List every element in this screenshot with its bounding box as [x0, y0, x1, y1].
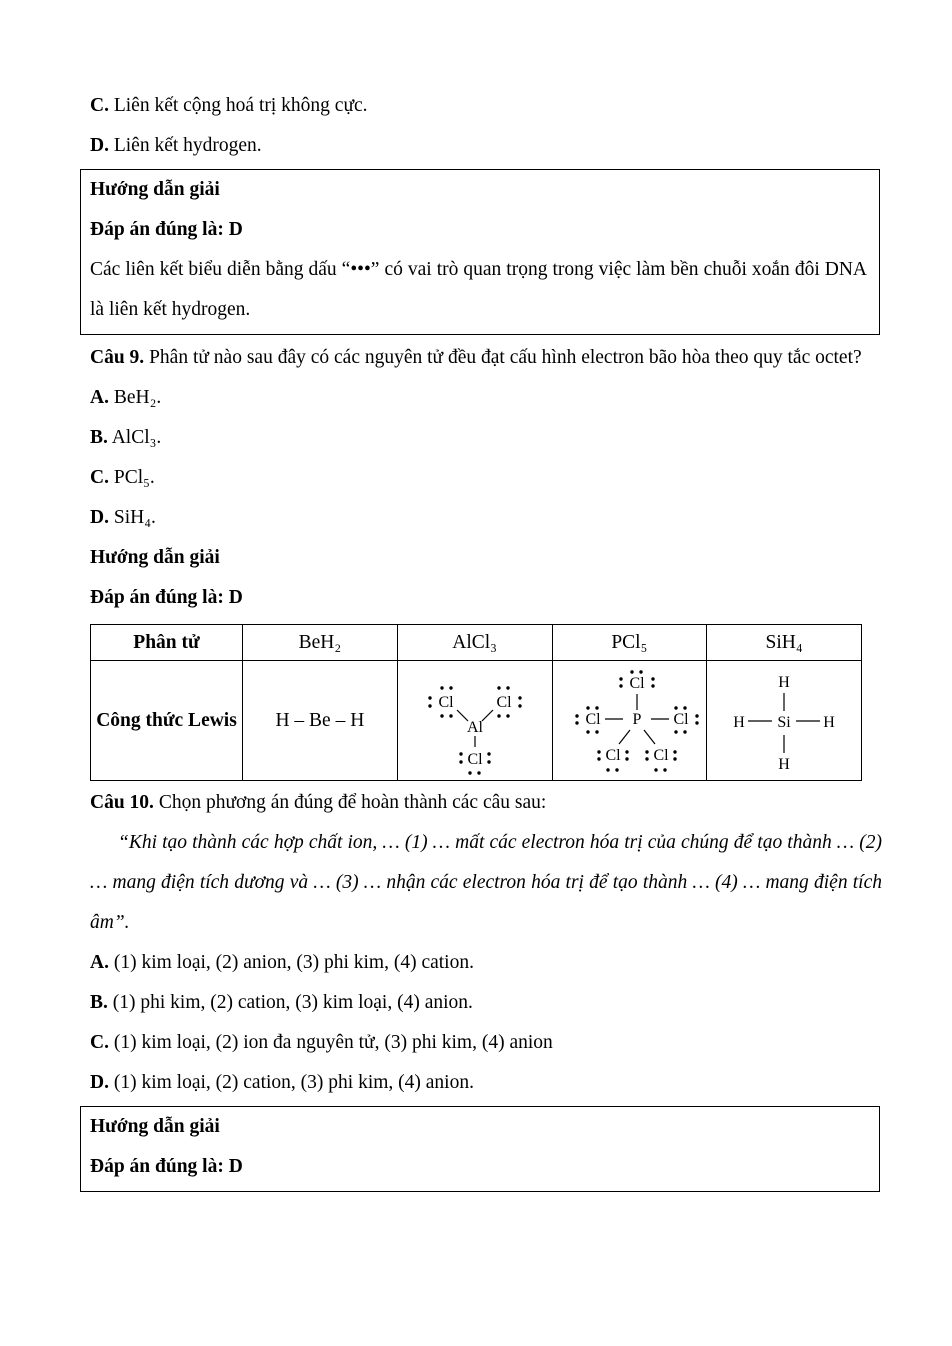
solution-box-2: [80, 1106, 880, 1192]
si-atom-label: Si: [777, 713, 791, 731]
h-atom-label: H: [778, 755, 790, 773]
col-header-beh2: BeH₂: [243, 625, 398, 661]
option-label: A.: [90, 387, 109, 408]
cl-atom-label: Cl: [438, 693, 454, 711]
solution-answer: Đáp án đúng là: D: [90, 1156, 243, 1177]
q9-option-c: [90, 458, 882, 498]
question-9: [90, 338, 882, 378]
option-label: C.: [90, 95, 109, 116]
option-label: D.: [90, 135, 109, 156]
p-atom-label: P: [632, 710, 641, 728]
cl-atom-label: Cl: [584, 710, 601, 728]
option-text: BeH₂.: [113, 387, 162, 408]
cl-atom-label: Cl: [672, 710, 689, 728]
question-label: Câu 10.: [90, 792, 154, 813]
option-text: (1) kim loại, (2) cation, (3) phi kim, (4) anion.: [113, 1072, 474, 1093]
option-text: Liên kết hydrogen.: [113, 135, 262, 156]
cl-atom-label: Cl: [652, 746, 669, 764]
solution-explanation: Các liên kết biểu diễn bằng dấu “•••” có vai trò quan trọng trong việc làm bền chuỗi xoắn đôi DNA là liên kết hydrogen.: [90, 259, 867, 320]
lewis-table: [90, 624, 862, 781]
q9-solution-answer: Đáp án đúng là: D: [90, 587, 243, 608]
q10-option-b: [90, 983, 882, 1023]
q9-option-d: [90, 498, 882, 538]
solution-answer: Đáp án đúng là: D: [90, 219, 243, 240]
col-header-sih4: SiH₄: [707, 625, 862, 661]
option-line-c: [90, 86, 882, 126]
sih4-lewis-cell: [707, 661, 862, 781]
option-text: AlCl₃.: [111, 427, 162, 448]
alcl3-lewis-cell: [397, 661, 552, 781]
solution-heading: Hướng dẫn giải: [90, 179, 220, 200]
h-atom-label: H: [778, 673, 790, 691]
al-atom-label: Al: [466, 718, 483, 736]
option-line-d: [90, 126, 882, 166]
option-label: B.: [90, 992, 108, 1013]
option-label: D.: [90, 507, 109, 528]
cl-atom-label: Cl: [496, 693, 512, 711]
q9-option-a: [90, 378, 882, 418]
pcl5-lewis-structure: [557, 664, 717, 778]
lewis-table-header-row: [91, 625, 862, 661]
option-label: C.: [90, 467, 109, 488]
col-header-alcl3: AlCl₃: [397, 625, 552, 661]
q10-option-a: [90, 943, 882, 983]
solution-box-1: [80, 169, 880, 335]
lewis-table-body-row: [91, 661, 862, 781]
q10-option-d: [90, 1063, 882, 1103]
h-atom-label: H: [823, 713, 835, 731]
question-10: [90, 783, 882, 823]
col-header-molecule: Phân tử: [91, 625, 243, 661]
beh2-lewis-cell: [243, 661, 398, 781]
q10-option-c: [90, 1023, 882, 1063]
option-text: (1) kim loại, (2) ion đa nguyên tử, (3) phi kim, (4) anion: [113, 1032, 553, 1053]
beh2-lewis-formula: H – Be – H: [275, 709, 365, 731]
q9-solution-heading: Hướng dẫn giải: [90, 547, 220, 568]
pcl5-lewis-cell: [552, 661, 707, 781]
question-text: Phân tử nào sau đây có các nguyên tử đều đạt cấu hình electron bão hòa theo quy tắc octet?: [149, 347, 862, 368]
cl-atom-label: Cl: [467, 750, 483, 768]
h-atom-label: H: [733, 713, 745, 731]
q9-option-b: [90, 418, 882, 458]
option-text: (1) kim loại, (2) anion, (3) phi kim, (4) cation.: [113, 952, 474, 973]
alcl3-lewis-structure: [405, 665, 545, 777]
option-label: C.: [90, 1032, 109, 1053]
option-text: (1) phi kim, (2) cation, (3) kim loại, (4) anion.: [112, 992, 473, 1013]
option-text: PCl₅.: [113, 467, 155, 488]
option-label: A.: [90, 952, 109, 973]
row-label-lewis-formula: Công thức Lewis: [91, 661, 243, 781]
option-text: SiH₄.: [113, 507, 156, 528]
cl-atom-label: Cl: [628, 674, 645, 692]
sih4-lewis-structure: [724, 665, 844, 777]
option-label: B.: [90, 427, 108, 448]
question-text: Chọn phương án đúng để hoàn thành các câu sau:: [158, 792, 547, 813]
question-label: Câu 9.: [90, 347, 145, 368]
solution-heading: Hướng dẫn giải: [90, 1116, 220, 1137]
col-header-pcl5: PCl₅: [552, 625, 707, 661]
cl-atom-label: Cl: [604, 746, 621, 764]
option-label: D.: [90, 1072, 109, 1093]
option-text: Liên kết cộng hoá trị không cực.: [113, 95, 368, 116]
q10-quote: “Khi tạo thành các hợp chất ion, … (1) … mất các electron hóa trị của chúng để tạo thành … (2) … mang điện tích dương và … (3) … nhận các electron hóa trị để tạo thành … (4) … mang điện tích âm”.: [90, 832, 882, 933]
